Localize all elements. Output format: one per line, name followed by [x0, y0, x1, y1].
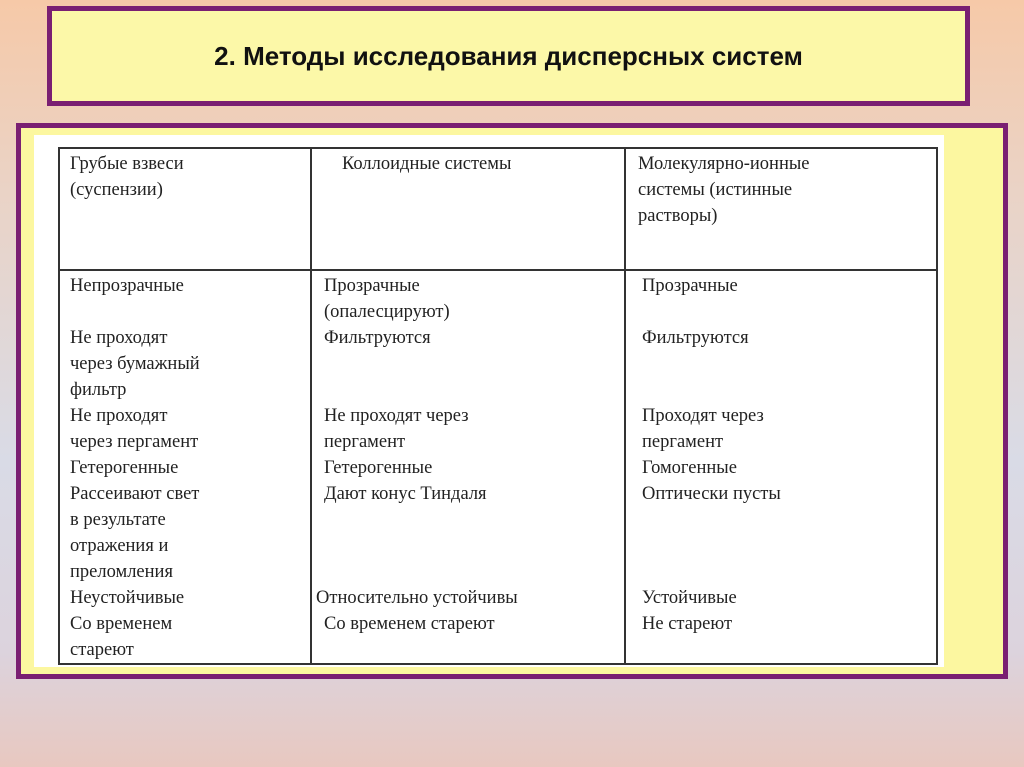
header-colloidal-systems: Коллоидные системы — [311, 148, 625, 270]
column-molecular-ionic-systems: Прозрачные Фильтруются Проходят через пергамент Гомогенные Оптически пусты Устойчивые Не стареют — [625, 270, 937, 664]
table-body-row — [59, 270, 937, 664]
table-panel — [34, 135, 944, 667]
comparison-table — [58, 147, 938, 665]
slide-title: 2. Методы исследования дисперсных систем — [214, 40, 803, 71]
title-banner — [47, 6, 970, 106]
column-coarse-suspensions: Непрозрачные Не проходят через бумажный фильтр Не проходят через пергамент Гетерогенные Рассеивают свет в результате отражения и преломления Неустойчивые Со временем стареют — [59, 270, 311, 664]
header-molecular-ionic-systems: Молекулярно-ионные системы (истинные растворы) — [625, 148, 937, 270]
header-coarse-suspensions: Грубые взвеси (суспензии) — [59, 148, 311, 270]
table-header-row — [59, 148, 937, 270]
column-colloidal-systems: Прозрачные (опалесцируют) Фильтруются Не проходят через пергамент Гетерогенные Дают конус Тиндаля Относительно устойчивы Со временем стареют — [311, 270, 625, 664]
